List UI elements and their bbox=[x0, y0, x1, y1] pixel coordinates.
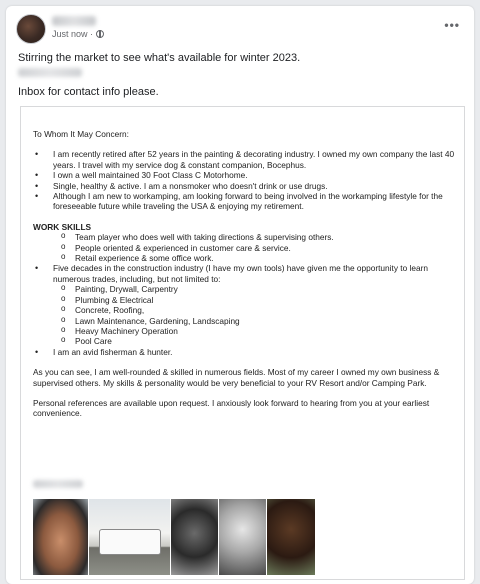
letter-image[interactable] bbox=[20, 106, 465, 580]
trade-item: o Heavy Machinery Operation bbox=[33, 326, 463, 336]
signature-redacted bbox=[33, 480, 83, 488]
facebook-post bbox=[6, 6, 474, 584]
trade-item: o Pool Care bbox=[33, 336, 463, 346]
portrait-photo bbox=[33, 499, 89, 575]
post-timestamp[interactable]: Just now · bbox=[52, 29, 94, 39]
closing-paragraph-2: Personal references are available upon request. I anxiously look forward to hearing from you at your earliest convenience. bbox=[33, 397, 430, 419]
more-options-icon[interactable]: ••• bbox=[444, 18, 460, 32]
post-text-line-2: Inbox for contact info please. bbox=[18, 86, 159, 98]
skill-item: o Retail experience & some office work. bbox=[33, 253, 463, 263]
author-avatar[interactable] bbox=[16, 14, 46, 44]
dog-photo bbox=[171, 499, 219, 575]
globe-icon bbox=[96, 30, 104, 38]
author-name-redacted[interactable] bbox=[52, 16, 96, 26]
greeting: To Whom It May Concern: bbox=[33, 129, 129, 139]
trade-item: o Concrete, Roofing, bbox=[33, 305, 463, 315]
post-meta bbox=[52, 29, 104, 39]
post-text-line-1: Stirring the market to see what's available for winter 2023. bbox=[18, 52, 301, 64]
motorhome-photo bbox=[89, 499, 171, 575]
trade-item: o Plumbing & Electrical bbox=[33, 295, 463, 305]
skill-item: o Team player who does well with taking directions & supervising others. bbox=[33, 232, 463, 242]
man-with-dog-photo bbox=[219, 499, 267, 575]
bullet-item: • I am an avid fisherman & hunter. bbox=[33, 347, 463, 357]
trade-item: o Painting, Drywall, Carpentry bbox=[33, 284, 463, 294]
bullet-item: • I am recently retired after 52 years in the painting & decorating industry. I owned my own company the last 40 years. I travel with my service dog & constant companion, Bocephus. bbox=[33, 149, 463, 170]
trade-item: o Lawn Maintenance, Gardening, Landscaping bbox=[33, 316, 463, 326]
bullet-item: • Although I am new to workamping, am looking forward to being involved in the workamping lifestyle for the foreseeable future while traveling the USA & enjoying my retirement. bbox=[33, 191, 463, 212]
closing-paragraph-1: As you can see, I am well-rounded & skilled in numerous fields. Most of my career I owned my own business & supervised others. My skills & personality would be very beneficial to your RV Resort and/or Camping Park. bbox=[33, 367, 440, 388]
letter-body bbox=[33, 129, 463, 419]
work-skills-heading: WORK SKILLS bbox=[33, 221, 92, 232]
skill-item: o People oriented & experienced in customer care & service. bbox=[33, 243, 463, 253]
doberman-photo bbox=[267, 499, 315, 575]
redacted-line bbox=[18, 68, 82, 77]
bullet-item: • Single, healthy & active. I am a nonsmoker who doesn't drink or use drugs. bbox=[33, 181, 463, 191]
bullet-item: • Five decades in the construction industry (I have my own tools) have given me the opportunity to learn numerous trades, including, but not limited to: bbox=[33, 263, 463, 284]
bullet-item: • I own a well maintained 30 Foot Class C Motorhome. bbox=[33, 170, 463, 180]
photo-strip bbox=[33, 499, 315, 575]
